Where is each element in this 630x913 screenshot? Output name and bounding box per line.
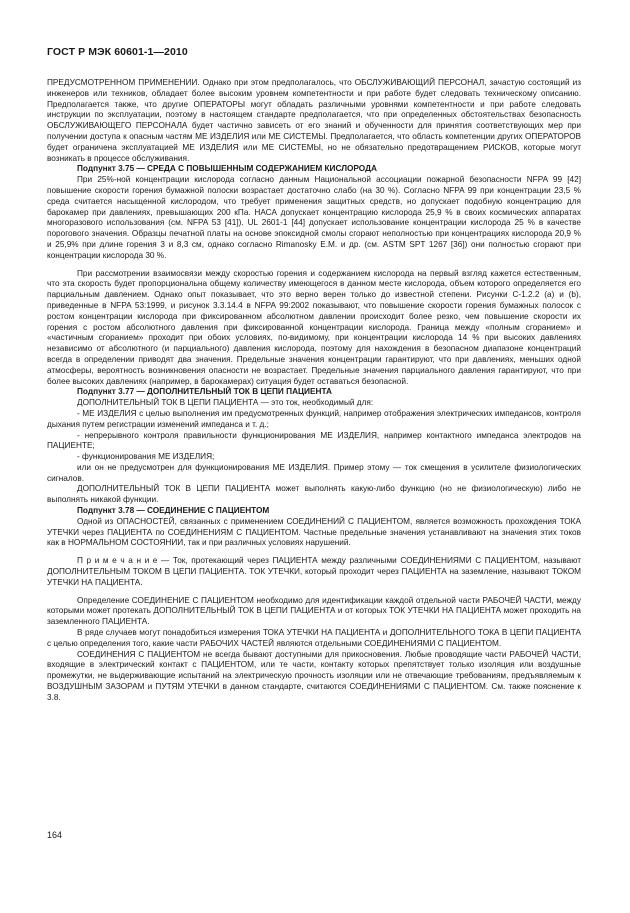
note: П р и м е ч а н и е — Ток, протекающий через ПАЦИЕНТА между различными СОЕДИНЕНИЯМИ С ПАЦИЕНТОМ, называют ДОПОЛНИТЕЛЬНЫМ ТОКОМ В ЦЕПИ ПАЦИЕНТА. ТОК УТЕЧКИ, который проходит через ПАЦИЕНТА на заземление, называют ТОКОМ УТЕЧКИ НА ПАЦИЕНТА. — [47, 556, 581, 587]
paragraph: При 25%-ной концентрации кислорода согласно данным Национальной ассоциации пожарной безопасности NFPA 99 [42] повышение скорости горения бумажной полоски возрастает достаточно слабо (на 30 %). Согласно NFPA 99 при концентрации 23,5 % среда считается насыщенной кислородом, что требует применения защитных средств, но допускает подобную концентрацию для барокамер при давлениях, превышающих 200 кПа. НАСА допускает концентрацию кислорода 25,9 % в своих космических аппаратах многоразового использования (см. NFPA 53 [41]). UL 2601-1 [44] допускает использование концентрации кислорода 25 % в качестве порогового значения. Образцы печатной платы на основе эпоксидной смолы сгорают неполностью при концентрациях кислорода 20,9 % и 25,9% при длине горения 3 и 8,3 см, однако согласно Rimanosky E.M. и др. (см. ASTM SPT 1267 [36]) они полностью сгорают при концентрации кислорода 30 %. — [47, 175, 581, 260]
paragraph: или он не предусмотрен для функционирования МЕ ИЗДЕЛИЯ. Пример этому — ток смещения в усилителе физиологических сигналов. — [47, 462, 581, 483]
paragraph: Определение СОЕДИНЕНИЕ С ПАЦИЕНТОМ необходимо для идентификации каждой отдельной части РАБОЧЕЙ ЧАСТИ, между которыми может протекать ДОПОЛНИТЕЛЬНЫЙ ТОК В ЦЕПИ ПАЦИЕНТА и от которых ТОК УТЕЧКИ НА ПАЦИЕНТА может проходить на заземленного ПАЦИЕНТА. — [47, 595, 581, 627]
paragraph: ДОПОЛНИТЕЛЬНЫЙ ТОК В ЦЕПИ ПАЦИЕНТА — это ток, необходимый для: — [77, 398, 374, 408]
subclause-heading: Подпункт 3.77 — ДОПОЛНИТЕЛЬНЫЙ ТОК В ЦЕПИ ПАЦИЕНТА — [77, 387, 332, 397]
list-item: - МЕ ИЗДЕЛИЯ с целью выполнения им предусмотренных функций, например отображения электрических импедансов, контроля дыхания путем регистрации изменений импеданса и т. д.; — [47, 408, 581, 429]
paragraph: ПРЕДУСМОТРЕННОМ ПРИМЕНЕНИИ. Однако при этом предполагалось, что ОБСЛУЖИВАЮЩИЙ ПЕРСОНАЛ, зачастую состоящий из инженеров или техников, обладает более высоким уровнем компетентности и при работе будет следовать техническому описанию. Предполагается также, что другие ОПЕРАТОРЫ могут обладать различными уровнями компетентности и при работе следовать инструкции по эксплуатации, поэтому в настоящем стандарте предполагается, что при определенных обстоятельствах безопасность ОБСЛУЖИВАЮЩЕГО ПЕРСОНАЛА будет частично зависеть от его знаний и обученности для принятия соответствующих мер при получении доступа к опасным частям МЕ ИЗДЕЛИЯ или МЕ СИСТЕМЫ. Предполагается, что область компетенции других ОПЕРАТОРОВ будет ограничена эксплуатацией МЕ ИЗДЕЛИЯ или МЕ СИСТЕМЫ, но не обязательно предотвращением РИСКОВ, которые могут возникать в процессе обслуживания. — [47, 78, 581, 163]
page-number: 164 — [47, 830, 63, 840]
subclause-heading: Подпункт 3.78 — СОЕДИНЕНИЕ С ПАЦИЕНТОМ — [77, 506, 270, 516]
document-body — [47, 78, 581, 704]
subclause-heading: Подпункт 3.75 — СРЕДА С ПОВЫШЕННЫМ СОДЕРЖАНИЕМ КИСЛОРОДА — [77, 164, 377, 174]
document-header: ГОСТ Р МЭК 60601-1—2010 — [47, 46, 188, 58]
paragraph: ДОПОЛНИТЕЛЬНЫЙ ТОК В ЦЕПИ ПАЦИЕНТА может выполнять какую-либо функцию (но не физиологическую) либо не выполнять никакой функции. — [47, 484, 581, 505]
paragraph: При рассмотрении взаимосвязи между скоростью горения и содержанием кислорода на первый взгляд кажется естественным, что эта скорость будет пропорциональна общему количеству имеющегося в данном месте кислорода, объем которого определяется его парциальным давлением. Однако опыт показывает, что это верно верен только до известной степени. Рисунки С-1.2.2 (а) и (b), приведенные в NFPA 53:1999, и рисунок 3.3.14.4 в NFPA 99:2002 показывают, что повышение скорости горения бумажных полосок с ростом концентрации кислорода при фиксированном абсолютном давлении происходит более резко, чем повышение скорости их горения с ростом абсолютного давления при фиксированной концентрации кислорода. Граница между «полным сгоранием» и «частичным сгоранием» проходит при обоих условиях, по-видимому, при концентрации кислорода 14 % при высоких давлениях независимо от абсолютного (и парциального) давления кислорода, поэтому для нахождения в безопасном диапазоне концентраций всегда в определении приводят два значения. Предельные значения концентрации гарантируют, что при давлениях, меньших одной атмосферы, вероятность возникновения опасности не возрастает. Предельные значения парциального давления гарантируют, что при более высоких давлениях (например, в барокамерах) ситуация будет оставаться безопасной. — [47, 268, 581, 386]
list-item: - непрерывного контроля правильности функционирования МЕ ИЗДЕЛИЯ, например контактного импеданса электродов на ПАЦИЕНТЕ; — [47, 430, 581, 451]
paragraph: СОЕДИНЕНИЯ С ПАЦИЕНТОМ не всегда бывают доступными для прикосновения. Любые проводящие части РАБОЧЕЙ ЧАСТИ, входящие в электрический контакт с ПАЦИЕНТОМ, или те части, контакту которых препятствует только изоляция или воздушные промежутки, не выдерживающие испытаний на электрическую прочность изоляции или не отвечающие требованиям, предъявляемым к ВОЗДУШНЫМ ЗАЗОРАМ и ПУТЯМ УТЕЧКИ в данном стандарте, считаются СОЕДИНЕНИЯМИ С ПАЦИЕНТОМ. См. также пояснение к 3.8. — [47, 649, 581, 702]
list-item: - функционирования МЕ ИЗДЕЛИЯ; — [77, 452, 215, 462]
paragraph: В ряде случаев могут понадобиться измерения ТОКА УТЕЧКИ НА ПАЦИЕНТА и ДОПОЛНИТЕЛЬНОГО ТОКА В ЦЕПИ ПАЦИЕНТА с целью определения того, какие части РАБОЧИХ ЧАСТЕЙ являются отдельными СОЕДИНЕНИЯМИ С ПАЦИЕНТОМ. — [47, 628, 581, 648]
paragraph: Одной из ОПАСНОСТЕЙ, связанных с применением СОЕДИНЕНИЙ С ПАЦИЕНТОМ, является возможность прохождения ТОКА УТЕЧКИ через ПАЦИЕНТА по СОЕДИНЕНИЯМ С ПАЦИЕНТОМ. Частные предельные значения устанавливают на значения этих токов как в НОРМАЛЬНОМ СОСТОЯНИИ, так и при различных условиях нарушений. — [47, 516, 581, 548]
